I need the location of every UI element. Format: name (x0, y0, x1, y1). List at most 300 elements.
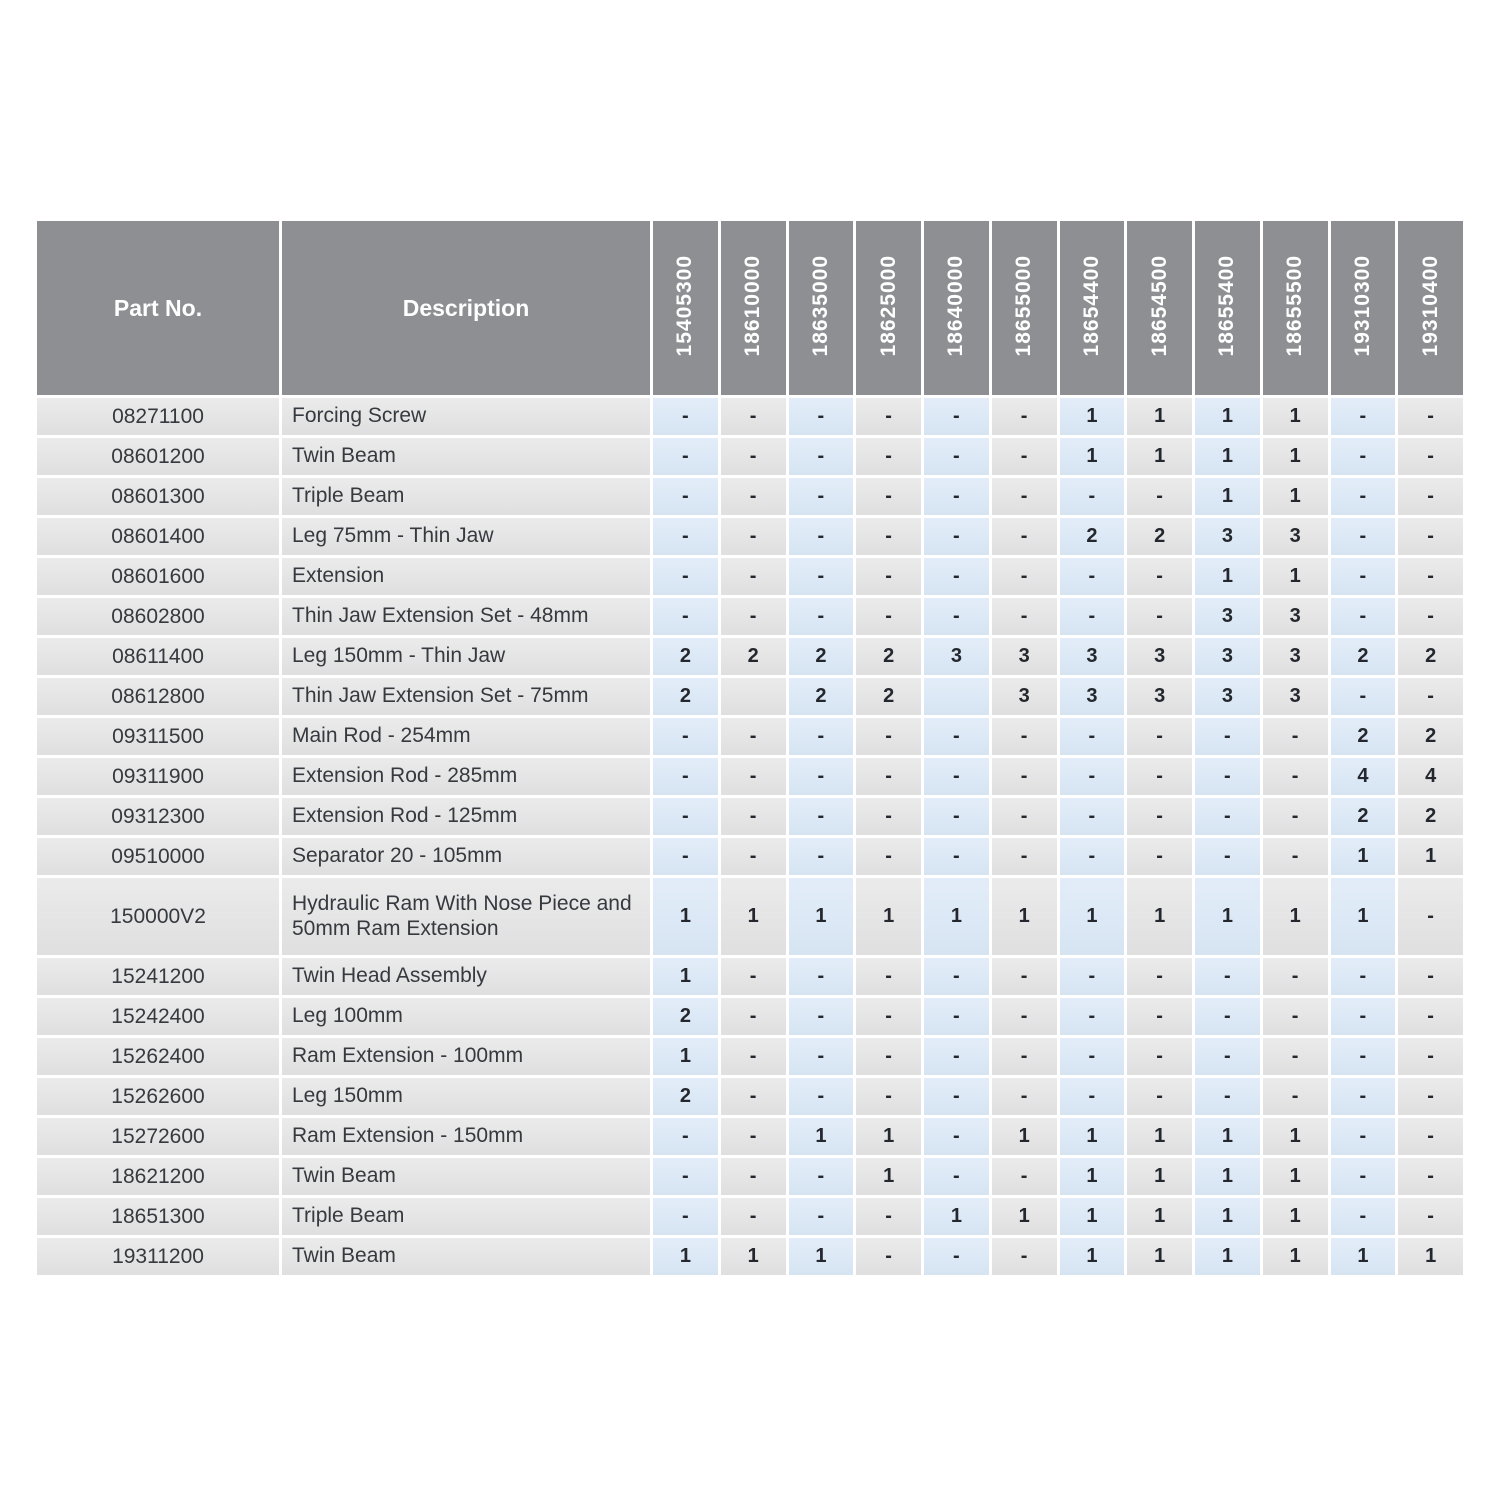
part-no-cell: 15241200 (37, 958, 279, 995)
quantity-cell: - (789, 1078, 854, 1115)
description-cell: Extension Rod - 285mm (282, 758, 650, 795)
quantity-cell: - (856, 518, 921, 555)
quantity-cell: 1 (1127, 1198, 1192, 1235)
table-row (37, 1238, 1463, 1275)
quantity-cell: - (1263, 1078, 1328, 1115)
description-cell: Triple Beam (282, 478, 650, 515)
quantity-cell (924, 678, 989, 715)
part-no-cell: 09312300 (37, 798, 279, 835)
quantity-cell: - (1195, 958, 1260, 995)
quantity-cell: - (1331, 598, 1396, 635)
table-header (37, 221, 1463, 395)
quantity-cell: - (1331, 998, 1396, 1035)
quantity-cell: 1 (1263, 398, 1328, 435)
description-cell: Main Rod - 254mm (282, 718, 650, 755)
quantity-cell: 3 (992, 678, 1057, 715)
quantity-cell: 3 (924, 638, 989, 675)
table-body (37, 398, 1463, 1275)
model-column-header (653, 221, 718, 395)
quantity-cell: - (1127, 838, 1192, 875)
quantity-cell: - (924, 838, 989, 875)
quantity-cell: - (1331, 958, 1396, 995)
quantity-cell: 3 (1263, 638, 1328, 675)
quantity-cell: 1 (1331, 878, 1396, 955)
quantity-cell: 1 (992, 1118, 1057, 1155)
quantity-cell: - (1398, 878, 1463, 955)
quantity-cell: - (992, 1078, 1057, 1115)
quantity-cell: - (1263, 958, 1328, 995)
quantity-cell: - (721, 558, 786, 595)
model-column-header (1331, 221, 1396, 395)
quantity-cell: - (1263, 758, 1328, 795)
quantity-cell: - (856, 958, 921, 995)
quantity-cell: - (1060, 1078, 1125, 1115)
table-row (37, 558, 1463, 595)
quantity-cell: 3 (1195, 638, 1260, 675)
quantity-cell: - (721, 438, 786, 475)
model-number-label: 18640000 (944, 254, 968, 357)
part-no-cell: 15242400 (37, 998, 279, 1035)
quantity-cell: - (721, 1118, 786, 1155)
model-column-header (789, 221, 854, 395)
quantity-cell: - (856, 1078, 921, 1115)
table-row (37, 598, 1463, 635)
quantity-cell: - (1195, 998, 1260, 1035)
quantity-cell: - (856, 798, 921, 835)
quantity-cell: - (992, 558, 1057, 595)
table-row (37, 1158, 1463, 1195)
quantity-cell: 1 (1263, 558, 1328, 595)
quantity-cell: - (1060, 958, 1125, 995)
description-cell: Leg 75mm - Thin Jaw (282, 518, 650, 555)
quantity-cell: - (1331, 678, 1396, 715)
quantity-cell: - (1060, 718, 1125, 755)
quantity-cell: - (924, 438, 989, 475)
quantity-cell: - (924, 518, 989, 555)
quantity-cell: - (1127, 558, 1192, 595)
quantity-cell: - (1398, 1158, 1463, 1195)
quantity-cell: 2 (1331, 718, 1396, 755)
table-row (37, 758, 1463, 795)
quantity-cell: - (1331, 478, 1396, 515)
quantity-cell: 1 (1195, 398, 1260, 435)
quantity-cell: - (1263, 998, 1328, 1035)
quantity-cell: 3 (992, 638, 1057, 675)
quantity-cell: - (1060, 1038, 1125, 1075)
quantity-cell: - (992, 438, 1057, 475)
quantity-cell: 1 (1060, 438, 1125, 475)
quantity-cell: 1 (1195, 478, 1260, 515)
quantity-cell: - (992, 838, 1057, 875)
quantity-cell: - (856, 998, 921, 1035)
table-row (37, 638, 1463, 675)
quantity-cell: 1 (1127, 438, 1192, 475)
quantity-cell: - (789, 1158, 854, 1195)
quantity-cell: 1 (789, 878, 854, 955)
quantity-cell: - (653, 438, 718, 475)
model-column-header (1195, 221, 1260, 395)
quantity-cell: - (924, 398, 989, 435)
quantity-cell: - (856, 1238, 921, 1275)
quantity-cell: 3 (1195, 598, 1260, 635)
quantity-cell: 2 (653, 1078, 718, 1115)
quantity-cell: 1 (1195, 1158, 1260, 1195)
quantity-cell: - (1398, 478, 1463, 515)
description-cell: Thin Jaw Extension Set - 48mm (282, 598, 650, 635)
table-row (37, 1038, 1463, 1075)
quantity-cell: - (721, 518, 786, 555)
quantity-cell: - (1127, 958, 1192, 995)
description-cell: Twin Head Assembly (282, 958, 650, 995)
quantity-cell: - (1127, 798, 1192, 835)
quantity-cell: - (1195, 798, 1260, 835)
quantity-cell: 3 (1127, 678, 1192, 715)
quantity-cell: 3 (1195, 518, 1260, 555)
quantity-cell: 1 (1060, 1198, 1125, 1235)
quantity-cell: 1 (856, 1118, 921, 1155)
quantity-cell: - (1060, 798, 1125, 835)
description-cell: Extension (282, 558, 650, 595)
quantity-cell: - (1331, 438, 1396, 475)
quantity-cell: 1 (1060, 1238, 1125, 1275)
part-no-cell: 08612800 (37, 678, 279, 715)
quantity-cell: - (992, 958, 1057, 995)
quantity-cell: - (1060, 758, 1125, 795)
quantity-cell: - (789, 478, 854, 515)
part-no-cell: 08601200 (37, 438, 279, 475)
part-no-cell: 09311500 (37, 718, 279, 755)
quantity-cell: - (721, 1198, 786, 1235)
quantity-cell: - (653, 598, 718, 635)
quantity-cell: 1 (789, 1118, 854, 1155)
quantity-cell: - (1398, 1198, 1463, 1235)
quantity-cell: 4 (1331, 758, 1396, 795)
quantity-cell: 1 (1263, 1198, 1328, 1235)
quantity-cell: 2 (1331, 798, 1396, 835)
quantity-cell: - (1331, 1038, 1396, 1075)
quantity-cell: - (1263, 798, 1328, 835)
quantity-cell: - (1331, 1198, 1396, 1235)
quantity-cell: 2 (653, 998, 718, 1035)
quantity-cell (721, 678, 786, 715)
description-cell: Twin Beam (282, 1238, 650, 1275)
quantity-cell: - (924, 998, 989, 1035)
quantity-cell: - (1331, 558, 1396, 595)
quantity-cell: 2 (1331, 638, 1396, 675)
quantity-cell: 1 (856, 878, 921, 955)
quantity-cell: 3 (1060, 638, 1125, 675)
quantity-cell: - (789, 798, 854, 835)
header-row (37, 221, 1463, 395)
part-no-cell: 15262600 (37, 1078, 279, 1115)
quantity-cell: 2 (856, 678, 921, 715)
quantity-cell: - (1195, 718, 1260, 755)
quantity-cell: - (856, 1198, 921, 1235)
quantity-cell: - (1398, 1118, 1463, 1155)
quantity-cell: 1 (1398, 838, 1463, 875)
quantity-cell: - (992, 518, 1057, 555)
quantity-cell: - (1398, 398, 1463, 435)
part-no-cell: 18651300 (37, 1198, 279, 1235)
quantity-cell: - (1398, 998, 1463, 1035)
description-cell: Leg 150mm - Thin Jaw (282, 638, 650, 675)
quantity-cell: 1 (1263, 878, 1328, 955)
description-cell: Extension Rod - 125mm (282, 798, 650, 835)
table-row (37, 798, 1463, 835)
model-number-label: 18610000 (741, 254, 765, 357)
table-row (37, 518, 1463, 555)
description-cell: Forcing Screw (282, 398, 650, 435)
description-cell: Leg 150mm (282, 1078, 650, 1115)
quantity-cell: - (789, 518, 854, 555)
description-cell: Ram Extension - 150mm (282, 1118, 650, 1155)
quantity-cell: 1 (1195, 438, 1260, 475)
quantity-cell: - (721, 1078, 786, 1115)
quantity-cell: 3 (1060, 678, 1125, 715)
quantity-cell: 3 (1263, 598, 1328, 635)
part-no-cell: 09510000 (37, 838, 279, 875)
quantity-cell: 2 (653, 678, 718, 715)
quantity-cell: - (789, 1038, 854, 1075)
quantity-cell: - (856, 398, 921, 435)
quantity-cell: - (653, 1118, 718, 1155)
quantity-cell: - (653, 838, 718, 875)
quantity-cell: 2 (1398, 718, 1463, 755)
quantity-cell: - (924, 1038, 989, 1075)
quantity-cell: 1 (1263, 478, 1328, 515)
quantity-cell: 3 (1263, 518, 1328, 555)
quantity-cell: - (1195, 758, 1260, 795)
part-no-cell: 15262400 (37, 1038, 279, 1075)
quantity-cell: - (653, 478, 718, 515)
description-cell: Triple Beam (282, 1198, 650, 1235)
model-number-label: 18635000 (808, 254, 832, 357)
model-column-header (1398, 221, 1463, 395)
quantity-cell: 3 (1127, 638, 1192, 675)
description-cell: Leg 100mm (282, 998, 650, 1035)
quantity-cell: 3 (1263, 678, 1328, 715)
quantity-cell: - (856, 558, 921, 595)
quantity-cell: - (653, 558, 718, 595)
table-row (37, 958, 1463, 995)
quantity-cell: - (721, 1158, 786, 1195)
table-row (37, 478, 1463, 515)
quantity-cell: 1 (1195, 1118, 1260, 1155)
quantity-cell: 1 (1263, 1158, 1328, 1195)
quantity-cell: 2 (789, 638, 854, 675)
quantity-cell: 1 (789, 1238, 854, 1275)
model-number-label: 18625000 (876, 254, 900, 357)
quantity-cell: 2 (1127, 518, 1192, 555)
quantity-cell: - (1398, 1038, 1463, 1075)
quantity-cell: - (924, 718, 989, 755)
part-no-cell: 08601400 (37, 518, 279, 555)
quantity-cell: 1 (1263, 1238, 1328, 1275)
quantity-cell: - (789, 838, 854, 875)
quantity-cell: 1 (924, 878, 989, 955)
quantity-cell: - (1398, 598, 1463, 635)
description-cell: Separator 20 - 105mm (282, 838, 650, 875)
quantity-cell: 2 (856, 638, 921, 675)
table-row (37, 838, 1463, 875)
quantity-cell: 1 (1127, 1118, 1192, 1155)
quantity-cell: 1 (1127, 1238, 1192, 1275)
quantity-cell: - (1331, 1118, 1396, 1155)
quantity-cell: - (992, 1158, 1057, 1195)
quantity-cell: - (653, 398, 718, 435)
model-number-label: 19310400 (1418, 254, 1442, 357)
model-column-header (992, 221, 1057, 395)
quantity-cell: 1 (1263, 1118, 1328, 1155)
quantity-cell: 1 (1127, 398, 1192, 435)
quantity-cell: 1 (653, 878, 718, 955)
quantity-cell: - (1127, 998, 1192, 1035)
quantity-cell: - (856, 838, 921, 875)
quantity-cell: 1 (1127, 1158, 1192, 1195)
part-no-cell: 09311900 (37, 758, 279, 795)
quantity-cell: - (721, 758, 786, 795)
quantity-cell: - (653, 798, 718, 835)
quantity-cell: - (856, 758, 921, 795)
quantity-cell: - (992, 758, 1057, 795)
quantity-cell: - (721, 598, 786, 635)
quantity-cell: 1 (1398, 1238, 1463, 1275)
model-number-label: 15405300 (673, 254, 697, 357)
description-cell: Ram Extension - 100mm (282, 1038, 650, 1075)
quantity-cell: 1 (653, 1038, 718, 1075)
quantity-cell: - (1398, 678, 1463, 715)
quantity-cell: - (1331, 398, 1396, 435)
quantity-cell: 1 (1263, 438, 1328, 475)
quantity-cell: - (789, 998, 854, 1035)
model-number-label: 18655400 (1215, 254, 1239, 357)
quantity-cell: 2 (789, 678, 854, 715)
part-no-cell: 19311200 (37, 1238, 279, 1275)
part-no-cell: 18621200 (37, 1158, 279, 1195)
quantity-cell: - (721, 398, 786, 435)
quantity-cell: - (1127, 598, 1192, 635)
quantity-cell: - (653, 1158, 718, 1195)
quantity-cell: - (1060, 558, 1125, 595)
quantity-cell: - (1398, 518, 1463, 555)
quantity-cell: 1 (1127, 878, 1192, 955)
quantity-cell: - (789, 758, 854, 795)
quantity-cell: - (1331, 1158, 1396, 1195)
quantity-cell: - (924, 798, 989, 835)
parts-compatibility-table (34, 218, 1466, 1278)
quantity-cell: 1 (1331, 838, 1396, 875)
quantity-cell: - (1398, 438, 1463, 475)
quantity-cell: - (924, 1078, 989, 1115)
model-number-label: 18655500 (1283, 254, 1307, 357)
quantity-cell: - (1195, 838, 1260, 875)
quantity-cell: 2 (1060, 518, 1125, 555)
model-number-label: 18655000 (1012, 254, 1036, 357)
part-no-cell: 08601300 (37, 478, 279, 515)
quantity-cell: - (789, 718, 854, 755)
model-number-label: 19310300 (1350, 254, 1374, 357)
quantity-cell: - (992, 798, 1057, 835)
quantity-cell: - (1060, 838, 1125, 875)
quantity-cell: 2 (1398, 638, 1463, 675)
quantity-cell: - (856, 598, 921, 635)
quantity-cell: - (856, 478, 921, 515)
table-row (37, 1118, 1463, 1155)
quantity-cell: 1 (1195, 1198, 1260, 1235)
model-column-header (924, 221, 989, 395)
quantity-cell: 1 (856, 1158, 921, 1195)
quantity-cell: 1 (992, 878, 1057, 955)
quantity-cell: - (924, 478, 989, 515)
quantity-cell: - (1060, 478, 1125, 515)
part-no-cell: 08602800 (37, 598, 279, 635)
quantity-cell: - (992, 718, 1057, 755)
quantity-cell: - (1331, 1078, 1396, 1115)
quantity-cell: - (653, 758, 718, 795)
quantity-cell: - (992, 398, 1057, 435)
quantity-cell: - (856, 438, 921, 475)
quantity-cell: - (721, 838, 786, 875)
quantity-cell: 1 (924, 1198, 989, 1235)
quantity-cell: - (1331, 518, 1396, 555)
quantity-cell: - (789, 598, 854, 635)
part-no-cell: 08611400 (37, 638, 279, 675)
part-no-header: Part No. (37, 221, 279, 395)
quantity-cell: - (721, 1038, 786, 1075)
quantity-cell: - (992, 478, 1057, 515)
quantity-cell: - (1060, 598, 1125, 635)
quantity-cell: - (721, 958, 786, 995)
quantity-cell: - (1398, 1078, 1463, 1115)
quantity-cell: - (924, 558, 989, 595)
quantity-cell: - (924, 958, 989, 995)
table-row (37, 1198, 1463, 1235)
part-no-cell: 150000V2 (37, 878, 279, 955)
quantity-cell: - (789, 398, 854, 435)
quantity-cell: 1 (1060, 878, 1125, 955)
quantity-cell: 1 (653, 1238, 718, 1275)
quantity-cell: - (653, 718, 718, 755)
quantity-cell: - (1127, 1038, 1192, 1075)
table-row (37, 998, 1463, 1035)
quantity-cell: 1 (721, 1238, 786, 1275)
model-column-header (721, 221, 786, 395)
quantity-cell: - (924, 598, 989, 635)
quantity-cell: - (1398, 958, 1463, 995)
quantity-cell: - (721, 718, 786, 755)
quantity-cell: - (924, 1238, 989, 1275)
quantity-cell: - (653, 518, 718, 555)
description-cell: Twin Beam (282, 438, 650, 475)
quantity-cell: - (1195, 1038, 1260, 1075)
quantity-cell: 3 (1195, 678, 1260, 715)
quantity-cell: - (1127, 758, 1192, 795)
quantity-cell: - (1060, 998, 1125, 1035)
quantity-cell: - (1195, 1078, 1260, 1115)
model-column-header (1060, 221, 1125, 395)
quantity-cell: - (721, 998, 786, 1035)
quantity-cell: - (856, 718, 921, 755)
quantity-cell: - (789, 958, 854, 995)
table-row (37, 878, 1463, 955)
description-cell: Thin Jaw Extension Set - 75mm (282, 678, 650, 715)
model-column-header (856, 221, 921, 395)
quantity-cell: - (721, 798, 786, 835)
quantity-cell: 1 (653, 958, 718, 995)
table-row (37, 1078, 1463, 1115)
description-cell: Twin Beam (282, 1158, 650, 1195)
quantity-cell: 1 (1060, 398, 1125, 435)
